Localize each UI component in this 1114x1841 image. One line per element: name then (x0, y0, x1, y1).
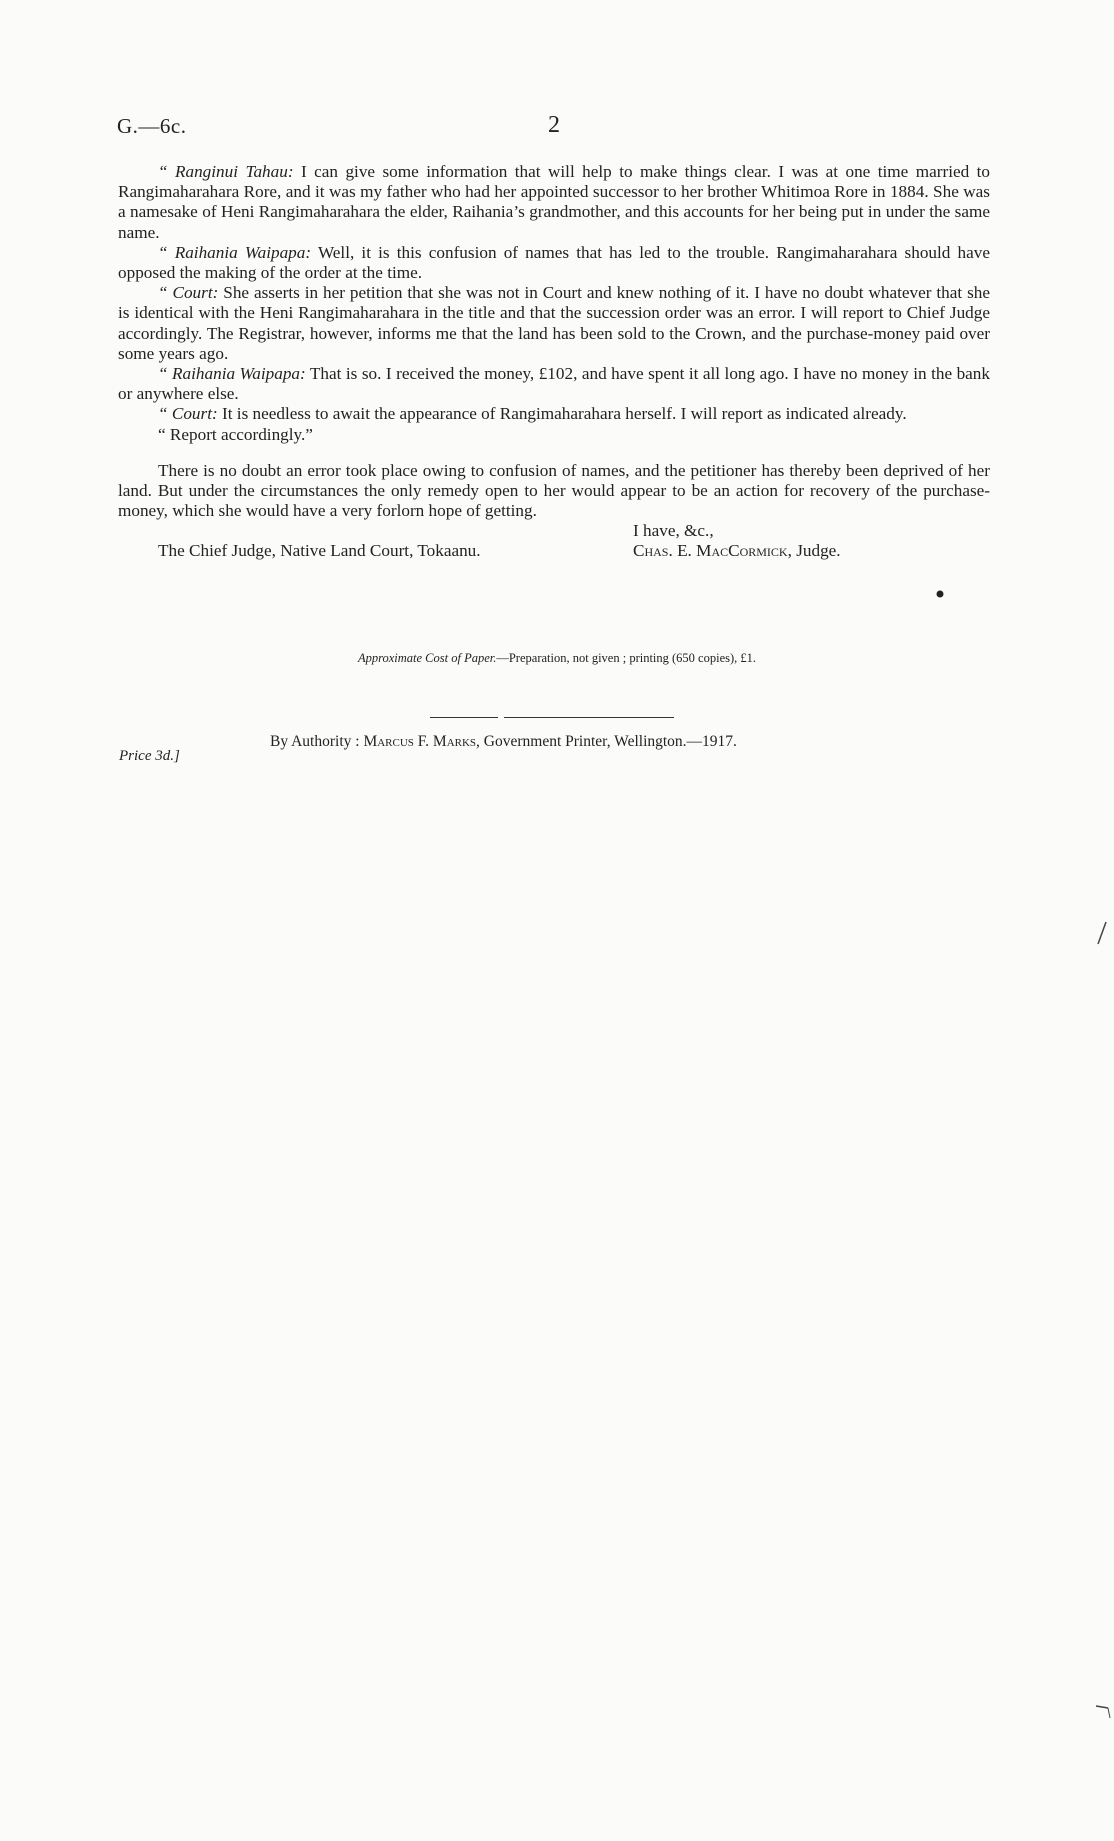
paragraph-text: That is so. I received the money, £102, and have spent it all long ago. I have no money in the bank or anywhere else. (118, 364, 990, 404)
paragraph-text: “ Report accordingly.” (158, 424, 313, 444)
letter-closing (118, 521, 990, 561)
speaker-label: “ Court: (158, 283, 219, 303)
printer-authority (270, 733, 737, 751)
paragraph (118, 404, 990, 424)
signature (633, 541, 841, 561)
speaker-label: “ Ranginui Tahau: (158, 162, 294, 181)
paragraph-text: I can give some information that will help to make things clear. I was at one time married to Rangimaharahara Rore, and it was my father who had her appointed successor to her brother Whitimoa Rore in 1884. She was a namesake of Heni Rangimaharahara the elder, Raihania’s grandmother, and this accounts for her being put in under the same name. (118, 162, 990, 242)
divider-rule (430, 717, 498, 718)
cost-text: —Preparation, not given ; printing (650 copies), £1. (496, 651, 757, 665)
cost-note (0, 651, 1114, 666)
signature-title: , Judge. (787, 541, 841, 561)
divider-rule (504, 717, 674, 718)
speaker-label: “ Court: (158, 404, 218, 424)
paragraph-text: Well, it is this confusion of names that has led to the trouble. Rangimaharahara should have opposed the making of the order at the time. (118, 242, 990, 283)
paragraph (118, 243, 990, 283)
margin-mark (1094, 1700, 1112, 1720)
paragraph (118, 162, 990, 243)
signature-name: Chas. E. MacCormick (633, 541, 788, 561)
paragraph (118, 283, 990, 364)
paragraph-text: She asserts in her petition that she was not in Court and knew nothing of it. I have no doubt whatever that she is identical with the Heni Rangimaharahara in the title and that the succession order was an error. I will report to Chief Judge accordingly. The Registrar, however, informs me that the land has been sold to the Crown, and the purchase-money paid over some years ago. (118, 283, 990, 363)
authority-suffix: , Government Printer, Wellington.—1917. (476, 733, 737, 750)
paragraph (118, 425, 990, 445)
cost-label: Approximate Cost of Paper. (357, 651, 497, 665)
ink-dot (934, 588, 946, 600)
paragraph (118, 461, 990, 522)
margin-mark (1094, 918, 1110, 948)
price-label: Price 3d.] (119, 748, 180, 764)
addressee: The Chief Judge, Native Land Court, Tokaanu. (158, 541, 481, 561)
page-number: 2 (548, 112, 560, 138)
authority-prefix: By Authority : (270, 733, 364, 750)
paragraph-text: There is no doubt an error took place owing to confusion of names, and the petitioner has thereby been deprived of her land. But under the circumstances the only remedy open to her would appear to be an action for recovery of the purchase-money, which she would have a very forlorn hope of getting. (118, 460, 990, 521)
salutation: I have, &c., (633, 521, 714, 541)
printer-name: Marcus F. Marks (363, 733, 477, 750)
speaker-label: “ Raihania Waipapa: (158, 242, 312, 262)
paragraph (118, 364, 990, 404)
paragraph-text: It is needless to await the appearance of Rangimaharahara herself. I will report as indicated already. (217, 404, 907, 424)
speaker-label: “ Raihania Waipapa: (158, 364, 306, 384)
document-reference: G.—6c. (117, 114, 187, 138)
document-body (118, 162, 990, 561)
